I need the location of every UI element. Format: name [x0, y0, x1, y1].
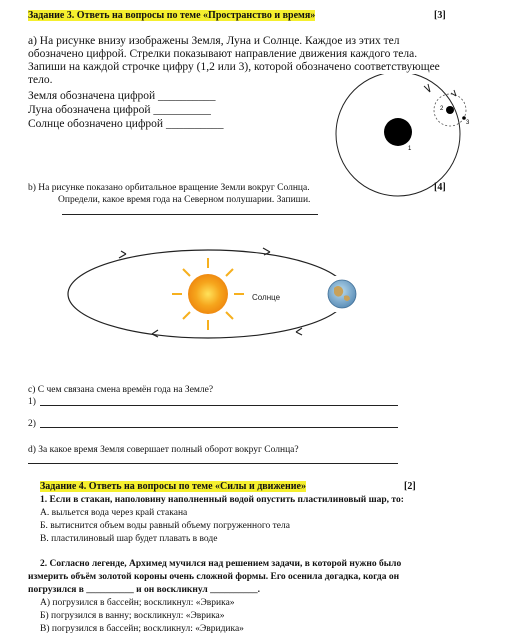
task4-q2-line-3: погрузился в __________ и он воскликнул __________. — [28, 585, 260, 595]
task3-b-line-1: b) На рисунке показано орбитальное вращение Земли вокруг Солнца. — [28, 183, 310, 193]
central-body-1 — [384, 118, 412, 146]
label-1: 1 — [408, 146, 412, 152]
answer-line-d[interactable] — [28, 463, 398, 464]
task3-a-line-3: Запиши на каждой строчке цифру (1,2 или 3), которой обозначено соответствующее — [28, 61, 440, 73]
task4-q1-option-a[interactable]: А. выльется вода через край стакана — [40, 508, 188, 518]
task4-title: Задание 4. Ответь на вопросы по теме «Силы и движение» — [40, 481, 306, 492]
arrow-top-left-icon — [119, 251, 126, 258]
label-2: 2 — [440, 106, 444, 112]
task4-q2-line-2: измерить объём золотой короны очень сложной формы. Его осенила догадка, когда он — [28, 572, 400, 582]
task4-points: [2] — [404, 481, 416, 492]
arrow-bottom-left-icon — [152, 330, 158, 337]
sun-icon — [188, 274, 228, 314]
label-3: 3 — [466, 120, 470, 126]
answer-earth[interactable]: Земля обозначена цифрой __________ — [28, 90, 216, 102]
arrow-moon-icon — [451, 90, 456, 96]
task3-title: Задание 3. Ответь на вопросы по теме «Пространство и время» — [28, 10, 316, 21]
arrow-bottom-right-icon — [296, 328, 302, 335]
task3-c-item-1: 1) — [28, 397, 36, 407]
sun-orbit-diagram — [56, 236, 386, 354]
task3-a-line-1: а) На рисунке внизу изображены Земля, Луна и Солнце. Каждое из этих тел — [28, 35, 400, 47]
answer-line-c1[interactable] — [40, 405, 398, 406]
answer-sun[interactable]: Солнце обозначено цифрой __________ — [28, 118, 224, 130]
answer-line-b[interactable] — [62, 214, 318, 215]
task4-q2-option-c[interactable]: В) погрузился в бассейн; воскликнул: «Эвридика» — [40, 624, 244, 634]
task4-q1-option-b[interactable]: Б. вытиснится объем воды равный объему погруженного тела — [40, 521, 290, 531]
answer-line-c2[interactable] — [40, 427, 398, 428]
body-2 — [446, 106, 454, 114]
task3-points: [3] — [434, 10, 446, 21]
task4-q1-option-c[interactable]: В. пластилиновый шар будет плавать в воде — [40, 534, 218, 544]
task3-b-line-2: Определи, какое время года на Северном полушарии. Запиши. — [58, 195, 311, 205]
sun-label: Солнце — [252, 293, 281, 302]
task3-d-question: d) За какое время Земля совершает полный оборот вокруг Солнца? — [28, 445, 299, 455]
task4-q2-option-a[interactable]: А) погрузился в бассейн; воскликнул: «Эврика» — [40, 598, 235, 608]
task4-q1: 1. Если в стакан, наполовину наполненный водой опустить пластилиновый шар, то: — [40, 495, 404, 505]
task4-q2-option-b[interactable]: Б) погрузился в ванну; воскликнул: «Эврика» — [40, 611, 225, 621]
task4-q2-line-1: 2. Согласно легенде, Архимед мучился над решением задачи, в которой нужно было — [40, 559, 402, 569]
task3-b-points: [4] — [434, 182, 446, 193]
answer-moon[interactable]: Луна обозначена цифрой __________ — [28, 104, 211, 116]
orbit-diagram — [330, 74, 490, 214]
arrow-earth-icon — [424, 84, 430, 92]
task3-c-item-2: 2) — [28, 419, 36, 429]
task3-c-question: c) С чем связана смена времён года на Земле? — [28, 385, 214, 395]
task3-a-line-4: тело. — [28, 74, 53, 86]
task3-a-line-2: обозначено цифрой. Стрелки показывают направление движения каждого тела. — [28, 48, 418, 60]
